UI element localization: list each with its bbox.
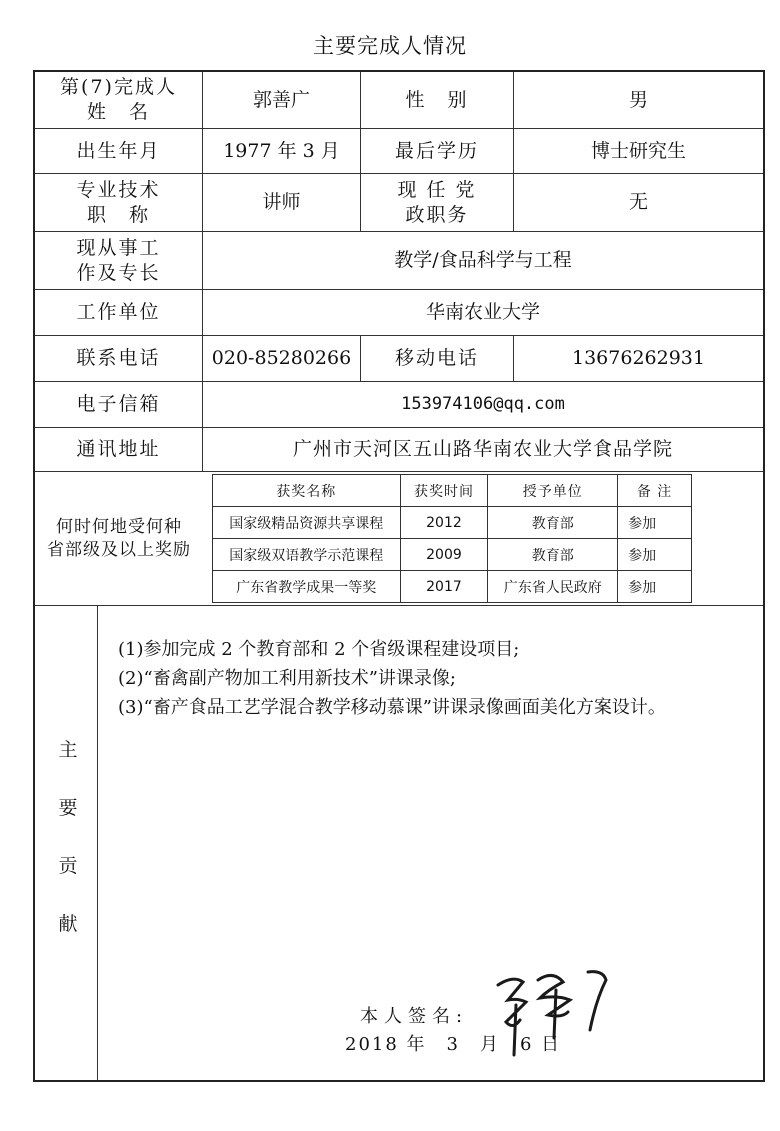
list-item: (2)“畜禽副产物加工利用新技术”讲课录像;	[118, 668, 456, 689]
award-name: 国家级精品资源共享课程	[213, 507, 401, 539]
party-position-value: 无	[514, 174, 763, 232]
award-grantor: 广东省人民政府	[488, 571, 618, 603]
party-position-label: 现 任 党 政职务	[361, 174, 514, 232]
education-label: 最后学历	[361, 129, 514, 174]
phone-label: 联系电话	[35, 336, 203, 382]
awards-header-row	[213, 475, 692, 507]
birth-label: 出生年月	[35, 129, 203, 174]
award-year: 2017	[400, 571, 488, 603]
gender-value: 男	[514, 72, 763, 129]
mobile-label: 移动电话	[361, 336, 514, 382]
award-year: 2012	[400, 507, 488, 539]
award-note: 参加	[618, 507, 692, 539]
awards-header-grantor: 授予单位	[488, 475, 618, 507]
document-title: 主要完成人情况	[313, 34, 467, 58]
award-note: 参加	[618, 539, 692, 571]
awards-label: 何时何地受何种 省部级及以上奖励	[35, 472, 203, 606]
work-unit-value: 华南农业大学	[203, 290, 763, 336]
professional-title-label: 专业技术 职 称	[35, 174, 203, 232]
contributions-label: 主 要 贡 献	[58, 739, 78, 935]
email-label: 电子信箱	[35, 382, 203, 428]
phone-value: 020-85280266	[203, 336, 361, 382]
awards-header-name: 获奖名称	[213, 475, 401, 507]
list-item: (1)参加完成 2 个教育部和 2 个省级课程建设项目;	[118, 639, 520, 660]
work-unit-label: 工作单位	[35, 290, 203, 336]
awards-header-note: 备 注	[618, 475, 692, 507]
current-work-label: 现从事工 作及专长	[35, 232, 203, 290]
table-row	[213, 539, 692, 571]
address-label: 通讯地址	[35, 428, 203, 472]
name-label: 第(7)完成人 姓 名	[35, 72, 203, 129]
signature-date: 2018 年 3 月 6 日	[345, 1034, 562, 1055]
birth-value: 1977 年 3 月	[203, 129, 361, 174]
award-note: 参加	[618, 571, 692, 603]
award-year: 2009	[400, 539, 488, 571]
award-grantor: 教育部	[488, 507, 618, 539]
email-value: 153974106@qq.com	[203, 382, 763, 428]
awards-table	[212, 474, 692, 603]
award-name: 国家级双语教学示范课程	[213, 539, 401, 571]
list-item: (3)“畜产食品工艺学混合教学移动慕课”讲课录像画面美化方案设计。	[118, 697, 666, 718]
award-name: 广东省教学成果一等奖	[213, 571, 401, 603]
awards-header-year: 获奖时间	[400, 475, 488, 507]
current-work-value: 教学/食品科学与工程	[203, 232, 763, 290]
education-value: 博士研究生	[514, 129, 763, 174]
mobile-value: 13676262931	[514, 336, 763, 382]
signature-label: 本人签名:	[360, 1006, 469, 1027]
professional-title-value: 讲师	[203, 174, 361, 232]
contributions-list	[118, 635, 718, 722]
table-row	[213, 507, 692, 539]
name-value: 郭善广	[203, 72, 361, 129]
address-value: 广州市天河区五山路华南农业大学食品学院	[203, 428, 763, 472]
gender-label: 性 别	[361, 72, 514, 129]
award-grantor: 教育部	[488, 539, 618, 571]
table-row	[213, 571, 692, 603]
